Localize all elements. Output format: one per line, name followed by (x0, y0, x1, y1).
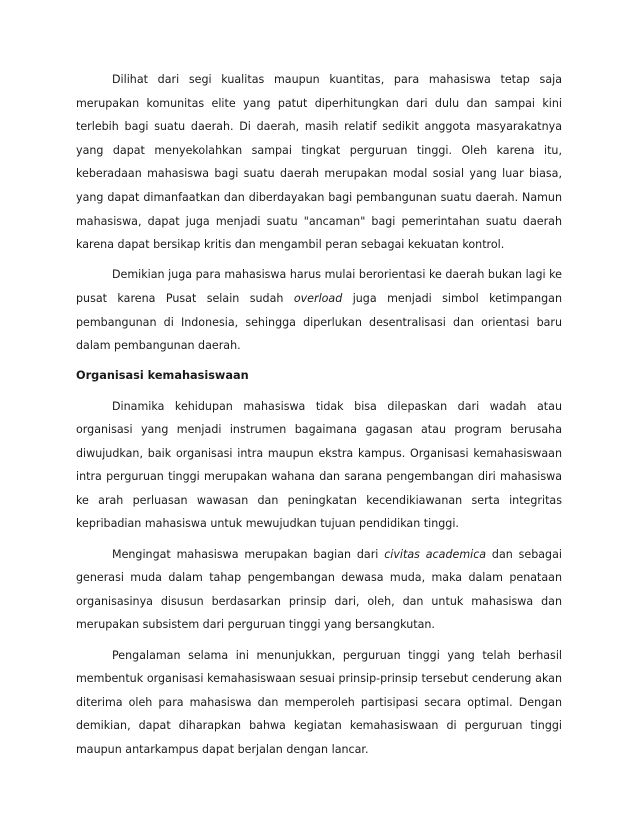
paragraph-2-text-before: Demikian juga para mahasiswa harus mulai berorientasi ke daerah bukan lagi ke pusat karena Pusat selain sudah (76, 268, 562, 305)
paragraph-2 (76, 263, 562, 357)
paragraph-4-italic-term: civitas academica (384, 547, 487, 561)
paragraph-4 (76, 543, 562, 637)
paragraph-4-text-before: Mengingat mahasiswa merupakan bagian dari (112, 547, 385, 561)
paragraph-2-italic-term: overload (293, 291, 343, 305)
paragraph-5: Pengalaman selama ini menunjukkan, perguruan tinggi yang telah berhasil membentuk organisasi kemahasiswaan sesuai prinsip-prinsip tersebut cenderung akan diterima oleh para mahasiswa dan memperoleh partisipasi secara optimal. Dengan demikian, dapat diharapkan bahwa kegiatan kemahasiswaan di perguruan tinggi maupun antarkampus dapat berjalan dengan lancar. (76, 648, 562, 756)
paragraph-1: Dilihat dari segi kualitas maupun kuantitas, para mahasiswa tetap saja merupakan komunitas elite yang patut diperhitungkan dari dulu dan sampai kini terlebih bagi suatu daerah. Di daerah, masih relatif sedikit anggota masyarakatnya yang dapat menyekolahkan sampai tingkat perguruan tinggi. Oleh karena itu, keberadaan mahasiswa bagi suatu daerah merupakan modal sosial yang luar biasa, yang dapat dimanfaatkan dan diberdayakan bagi pembangunan suatu daerah. Namun mahasiswa, dapat juga menjadi suatu "ancaman" bagi pemerintahan suatu daerah karena dapat bersikap kritis dan mengambil peran sebagai kekuatan kontrol. (76, 73, 562, 252)
document-page (76, 68, 562, 768)
paragraph-3: Dinamika kehidupan mahasiswa tidak bisa dilepaskan dari wadah atau organisasi yang menjadi instrumen bagaimana gagasan atau program berusaha diwujudkan, baik organisasi intra maupun ekstra kampus. Organisasi kemahasiswaan intra perguruan tinggi merupakan wahana dan sarana pengembangan diri mahasiswa ke arah perluasan wawasan dan peningkatan kecendikiawanan serta integritas kepribadian mahasiswa untuk mewujudkan tujuan pendidikan tinggi. (76, 399, 562, 531)
paragraph-2-text-after: juga menjadi simbol ketimpangan pembangunan di Indonesia, sehingga diperlukan desentralisasi dan orientasi baru dalam pembangunan daerah. (76, 291, 562, 353)
section-heading: Organisasi kemahasiswaan (76, 369, 249, 383)
paragraph-4-text-after: dan sebagai generasi muda dalam tahap pengembangan dewasa muda, maka dalam penataan organisasinya disusun berdasarkan prinsip dari, oleh, dan untuk mahasiswa dan merupakan subsistem dari perguruan tinggi yang bersangkutan. (76, 547, 562, 632)
